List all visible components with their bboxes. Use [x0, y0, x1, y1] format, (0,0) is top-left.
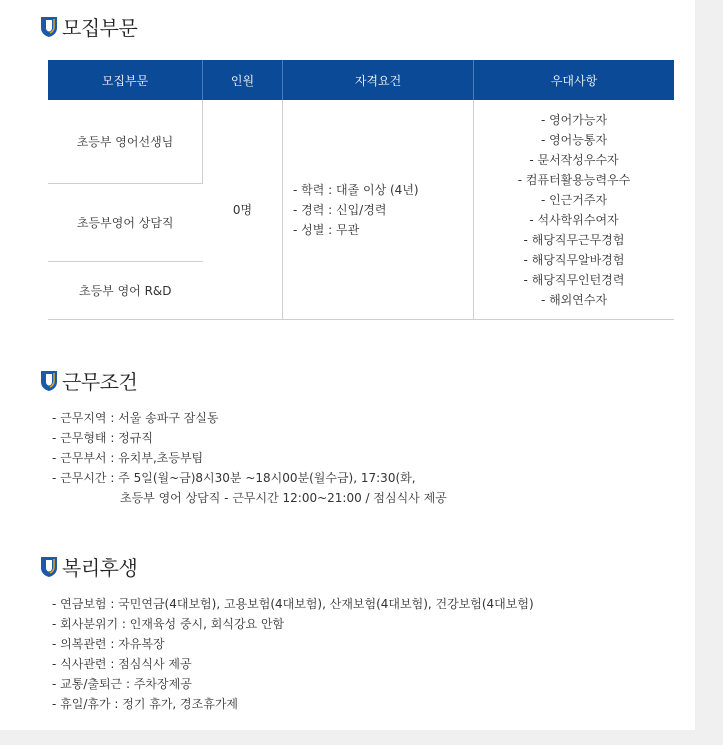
- scroll-gutter: [695, 0, 723, 745]
- dept-cell: 초등부영어 상담직: [48, 184, 203, 262]
- list-item: - 식사관련 : 점심식사 제공: [52, 657, 192, 671]
- list-item: - 교통/출퇴근 : 주차장제공: [52, 677, 192, 691]
- requirements-list: [283, 180, 473, 240]
- list-item: - 의복관련 : 자유복장: [52, 637, 165, 651]
- section-title: 근무조건: [62, 370, 138, 394]
- section-heading-work: [40, 366, 137, 395]
- dept-cell: 초등부 영어 R&D: [48, 262, 203, 320]
- table-header-row: [48, 60, 674, 100]
- list-item: - 회사분위기 : 인재육성 중시, 회식강요 안함: [52, 617, 285, 631]
- section-heading-recruit: [40, 12, 137, 41]
- column-header: 우대사항: [474, 60, 675, 100]
- preference-item: - 영어능통자: [540, 132, 608, 147]
- table-row: [48, 100, 674, 184]
- section-title: 복리후생: [62, 556, 138, 580]
- column-header: 인원: [203, 60, 283, 100]
- preference-item: - 해당직무알바경험: [523, 252, 625, 267]
- list-item: - 근무시간 : 주 5일(월~금)8시30분 ~18시00분(월수금), 17:30(화,: [52, 471, 416, 485]
- shield-icon: [40, 556, 58, 578]
- column-header: 자격요건: [283, 60, 474, 100]
- preference-item: - 컴퓨터활용능력우수: [517, 172, 631, 187]
- list-item: - 연금보험 : 국민연금(4대보험), 고용보험(4대보험), 산재보험(4대보험), 건강보험(4대보험): [52, 597, 534, 611]
- recruit-table: [48, 60, 674, 320]
- preference-item: - 해외연수자: [540, 292, 608, 307]
- shield-icon: [40, 16, 58, 38]
- work-conditions-list: [52, 408, 447, 508]
- preference-item: - 영어가능자: [540, 112, 608, 127]
- preference-item: - 문서작성우수자: [529, 152, 619, 167]
- count-cell: 0명: [203, 100, 283, 320]
- list-item: - 근무부서 : 유치부,초등부팀: [52, 451, 204, 465]
- welfare-list: [52, 594, 534, 714]
- column-header: 모집부문: [48, 60, 203, 100]
- list-item: - 근무지역 : 서울 송파구 잠실동: [52, 411, 219, 425]
- requirement-item: - 성별 : 무관: [293, 222, 360, 237]
- list-item: - 근무형태 : 정규직: [52, 431, 153, 445]
- bottom-gutter: [0, 730, 723, 745]
- preference-item: - 해당직무인턴경력: [523, 272, 625, 287]
- preference-item: - 석사학위수여자: [529, 212, 619, 227]
- section-heading-welfare: [40, 552, 137, 581]
- preference-item: - 해당직무근무경험: [523, 232, 625, 247]
- preferences-cell: [474, 100, 675, 320]
- preference-item: - 인근거주자: [540, 192, 608, 207]
- shield-icon: [40, 370, 58, 392]
- dept-cell: 초등부 영어선생님: [48, 100, 203, 184]
- requirement-item: - 학력 : 대졸 이상 (4년): [293, 182, 419, 197]
- requirements-cell: [283, 100, 474, 320]
- list-item: - 휴일/휴가 : 정기 휴가, 경조휴가제: [52, 697, 238, 711]
- list-item-continuation: 초등부 영어 상담직 - 근무시간 12:00~21:00 / 점심식사 제공: [120, 491, 447, 505]
- section-title: 모집부문: [62, 16, 138, 40]
- requirement-item: - 경력 : 신입/경력: [293, 202, 387, 217]
